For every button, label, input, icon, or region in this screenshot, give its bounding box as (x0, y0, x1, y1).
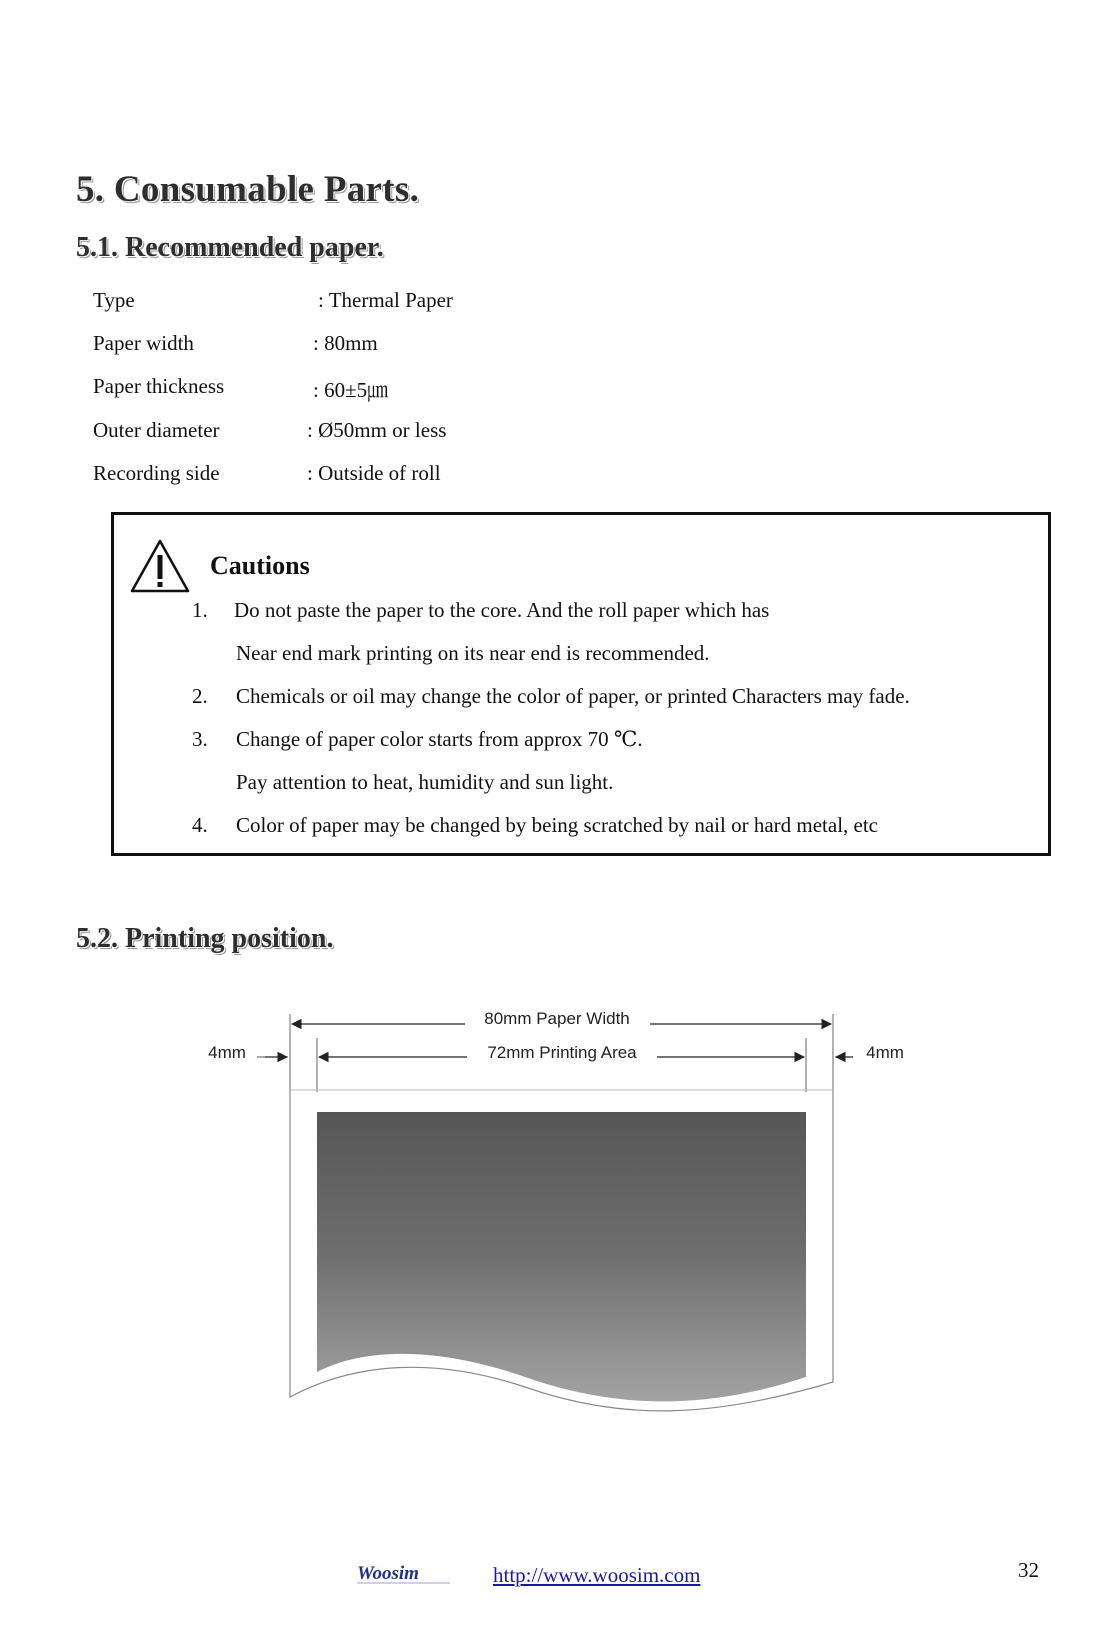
caution-text: Near end mark printing on its near end is recommended. (236, 641, 710, 665)
caution-text: Color of paper may be changed by being scratched by nail or hard metal, etc (236, 813, 879, 837)
recommended-paper-heading: 5.1. Recommended paper. (76, 232, 384, 263)
right-margin-label: 4mm (866, 1043, 904, 1062)
cautions-box (111, 512, 1051, 856)
caution-number: 1. (192, 598, 208, 622)
spec-label: Type (93, 288, 135, 312)
spec-value: : 60±5㎛ (313, 378, 389, 402)
printing-position-heading: 5.2. Printing position. (76, 923, 334, 954)
warning-icon (129, 538, 191, 599)
spec-label: Outer diameter (93, 418, 220, 442)
woosim-logo (355, 1559, 475, 1592)
website-link[interactable]: http://www.woosim.com (493, 1563, 701, 1587)
spec-value: : 80mm (313, 331, 378, 355)
caution-number: 3. (192, 727, 208, 751)
page-number: 32 (1018, 1558, 1039, 1582)
section-title: 5. Consumable Parts. (76, 169, 420, 210)
printing-position-diagram (195, 1002, 925, 1437)
spec-label: Paper width (93, 331, 194, 355)
caution-text: Chemicals or oil may change the color of paper, or printed Characters may fade. (236, 684, 910, 708)
spec-value: : Ø50mm or less (307, 418, 447, 442)
spec-label: Paper thickness (93, 374, 225, 398)
spec-value: : Thermal Paper (318, 288, 453, 312)
caution-text: Pay attention to heat, humidity and sun light. (236, 770, 614, 794)
caution-text: Do not paste the paper to the core. And the roll paper which has (234, 598, 770, 622)
cautions-title: Cautions (210, 551, 310, 580)
spec-value: : Outside of roll (307, 461, 441, 485)
paper-width-label: 80mm Paper Width (484, 1009, 630, 1028)
caution-number: 4. (192, 813, 208, 837)
caution-number: 2. (192, 684, 208, 708)
caution-text: Change of paper color starts from approx 70 ℃. (236, 727, 643, 751)
left-margin-label: 4mm (208, 1043, 246, 1062)
printing-area-label: 72mm Printing Area (487, 1043, 637, 1062)
logo-text: Woosim (357, 1563, 419, 1584)
spec-label: Recording side (93, 461, 220, 485)
